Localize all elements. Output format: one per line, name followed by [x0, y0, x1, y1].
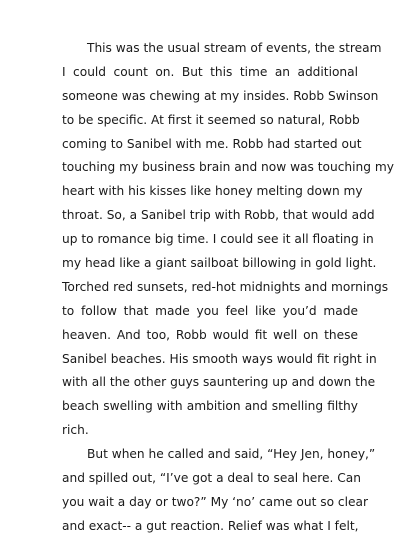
text-line: Sanibel beaches. His smooth ways would fit right in: [62, 351, 377, 366]
text-line: to follow that made you feel like you’d made: [62, 303, 358, 318]
text-line: rich.: [62, 423, 89, 438]
text-line: beach swelling with ambition and smelling filthy: [62, 399, 358, 414]
text-line: with all the other guys sauntering up and down the: [62, 375, 376, 390]
text-line: my head like a giant sailboat billowing in gold light.: [62, 256, 377, 271]
text-line: throat. So, a Sanibel trip with Robb, that would add: [62, 208, 375, 223]
text-line: I could count on. But this time an additional: [62, 64, 358, 79]
text-line: touching my business brain and now was touching my: [62, 160, 394, 175]
text-line: to be specific. At first it seemed so natural, Robb: [62, 112, 360, 127]
text-line: This was the usual stream of events, the stream: [87, 41, 382, 55]
text-line: you wait a day or two?” My ‘no’ came out so clear: [62, 494, 368, 509]
text-line: Torched red sunsets, red-hot midnights and mornings: [62, 279, 389, 294]
text-line: But when he called and said, “Hey Jen, honey,”: [87, 447, 376, 462]
text-line: someone was chewing at my insides. Robb Swinson: [62, 88, 379, 103]
text-line: and spilled out, “I’ve got a deal to seal here. Can: [62, 471, 361, 486]
text-line: heart with his kisses like honey melting down my: [62, 184, 363, 199]
text-line: coming to Sanibel with me. Robb had started out: [62, 136, 362, 151]
body-text: [62, 37, 394, 539]
text-line: heaven. And too, Robb would fit well on these: [62, 327, 358, 342]
text-line: up to romance big time. I could see it all floating in: [62, 232, 374, 247]
text-line: and exact-- a gut reaction. Relief was what I felt,: [62, 518, 359, 533]
